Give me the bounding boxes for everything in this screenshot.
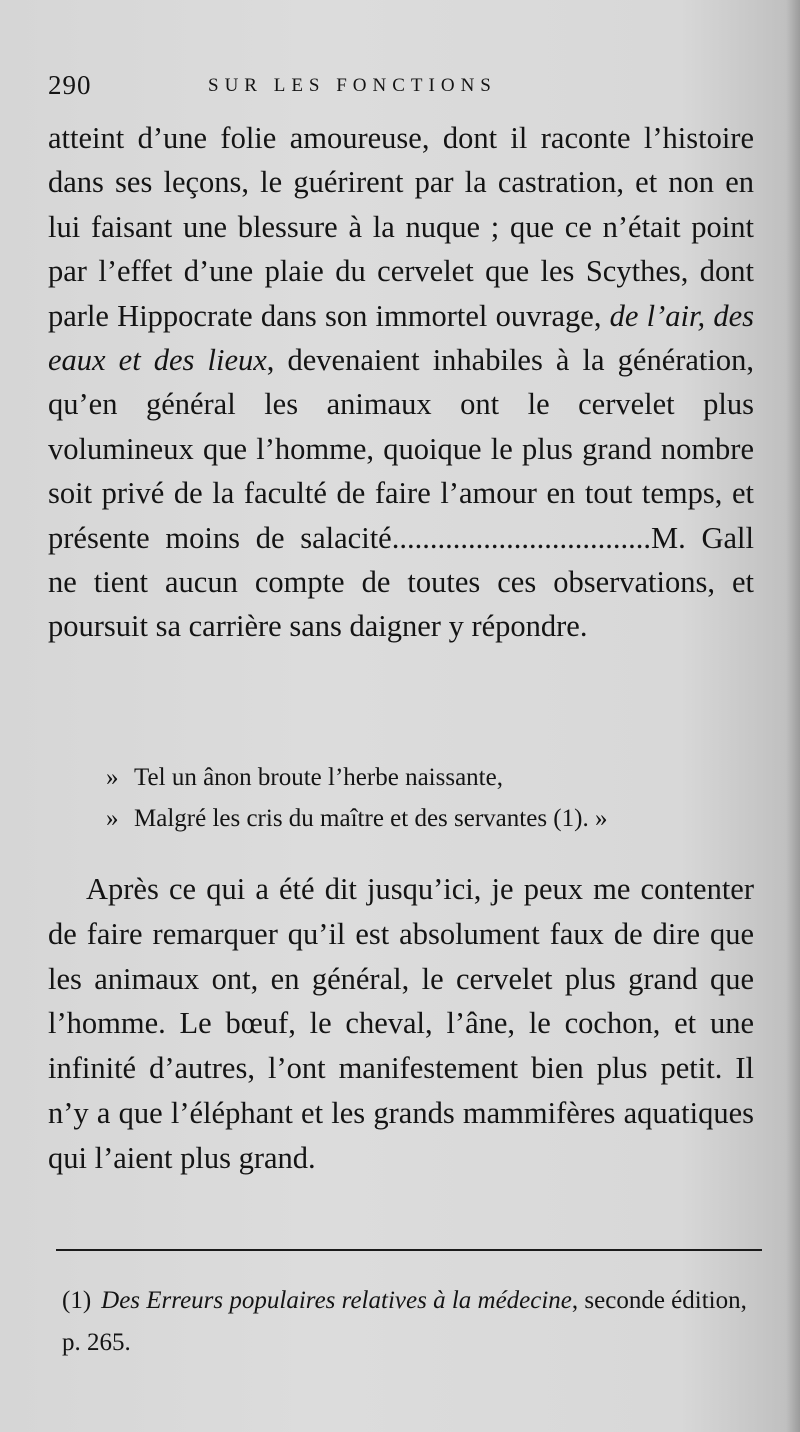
running-title: SUR LES FONCTIONS — [208, 75, 497, 96]
italic-work-title: de l’air, des eaux et des lieux — [48, 298, 754, 378]
verse-line-2 — [106, 798, 766, 839]
footnote-rest: , seconde édition, p. 265. — [62, 1287, 747, 1356]
footnote — [62, 1280, 762, 1364]
verse-line-1 — [106, 757, 766, 798]
leader-dots: .................................. — [391, 520, 651, 555]
page-edge-shadow — [786, 0, 800, 1432]
verse-line-1-text: Tel un ânon broute l’herbe naissante, — [134, 764, 503, 791]
paragraph-1-text-a: atteint d’une folie amoureuse, dont il raconte l’histoire dans ses leçons, le guérirent par la castration, et non en lui faisant une blessure à la nuque ; que ce n’était point par l’effet d’une plaie du cervelet que les Scythes, dont parle Hippocrate dans son immortel ouvrage, — [48, 121, 754, 333]
paragraph-1-text-c: M. Gall ne tient aucun compte de toutes ces observations, et poursuit sa carrière sans daigner y répondre. — [48, 520, 754, 644]
page-number: 290 — [48, 70, 92, 100]
paragraph-2: Après ce qui a été dit jusqu’ici, je peux me contenter de faire remarquer qu’il est absolument faux de dire que les animaux ont, en général, le cervelet plus grand que l’homme. Le bœuf, le cheval, l’âne, le cochon, et une infinité d’autres, l’ont manifestement bien plus petit. Il n’y a que l’éléphant et les grands mammifères aquatiques qui l’aient plus grand. — [48, 872, 754, 1175]
footnote-rule — [56, 1249, 762, 1251]
footnote-mark: (1) — [62, 1287, 92, 1314]
verse-line-2-text: Malgré les cris du maître et des servantes (1). » — [134, 805, 608, 832]
verse-quote-mark: » — [106, 805, 119, 832]
footnote-title: Des Erreurs populaires relatives à la médecine — [101, 1287, 572, 1314]
page-header — [48, 70, 768, 110]
verse-quotation — [106, 757, 766, 839]
paragraph-1-text-b: , devenaient inhabiles à la génération, qu’en général les animaux ont le cervelet plus volumineux que l’homme, quoique le plus grand nombre soit privé de la faculté de faire l’amour en tout temps, et présente moins de salacité — [48, 343, 754, 555]
verse-quote-mark: » — [106, 764, 119, 791]
paragraph-1 — [48, 116, 754, 649]
